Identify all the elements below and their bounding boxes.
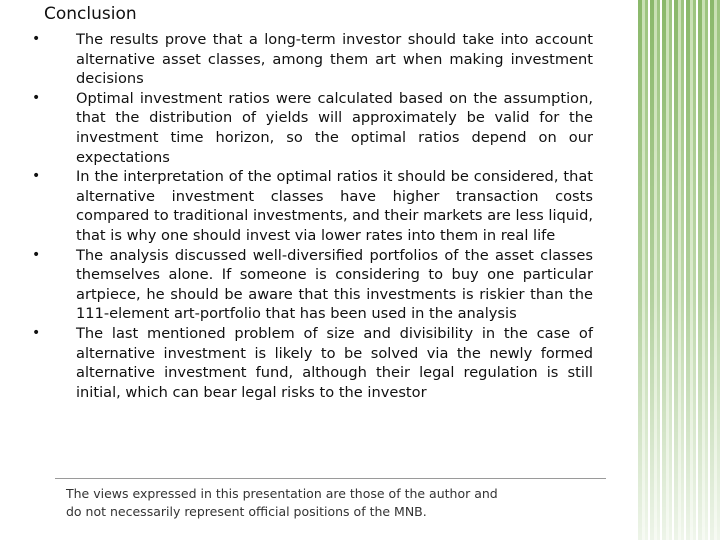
bullet-text: The last mentioned problem of size and divisibility in the case of alternative investment is likely to be solved via the newly formed alternative investment fund, although their legal regulation is still initial, which can bear legal risks to the investor (76, 324, 593, 401)
footer-divider (55, 478, 606, 479)
bullet-dot-icon: • (32, 324, 41, 341)
bullet-text: The analysis discussed well-diversified portfolios of the asset classes themselves alone. If someone is considering to buy one particular artpiece, he should be aware that this investments is riskier than the 111-element art-portfolio that has been used in the analysis (76, 246, 593, 323)
disclaimer-line-1: The views expressed in this presentation are those of the author and (66, 486, 498, 501)
bullet-item (30, 246, 593, 324)
bullet-dot-icon: • (32, 31, 41, 47)
bullet-text: In the interpretation of the optimal ratios it should be considered, that alternative investment classes have higher transaction costs compared to traditional investments, and their markets are less liquid, that is why one should invest via lower rates into them in real life (76, 168, 593, 244)
bullet-dot-icon: • (32, 89, 41, 106)
slide-title: Conclusion (44, 4, 137, 24)
decorative-side-band (638, 0, 720, 540)
bullet-item (30, 167, 593, 245)
bullet-item (30, 30, 593, 89)
bullet-dot-icon: • (32, 168, 41, 185)
bullet-dot-icon: • (32, 246, 41, 263)
disclaimer (66, 485, 566, 521)
bullet-item (30, 89, 593, 167)
bullet-text: Optimal investment ratios were calculated based on the assumption, that the distribution of yields will approximately be valid for the investment time horizon, so the optimal ratios depend on our expectations (76, 89, 593, 166)
bullet-list (30, 30, 593, 402)
decorative-fade (638, 0, 720, 540)
bullet-item (30, 324, 593, 402)
disclaimer-line-2: do not necessarily represent official positions of the MNB. (66, 504, 427, 519)
bullet-text: The results prove that a long-term investor should take into account alternative asset classes, among them art when making investment decisions (76, 31, 593, 88)
